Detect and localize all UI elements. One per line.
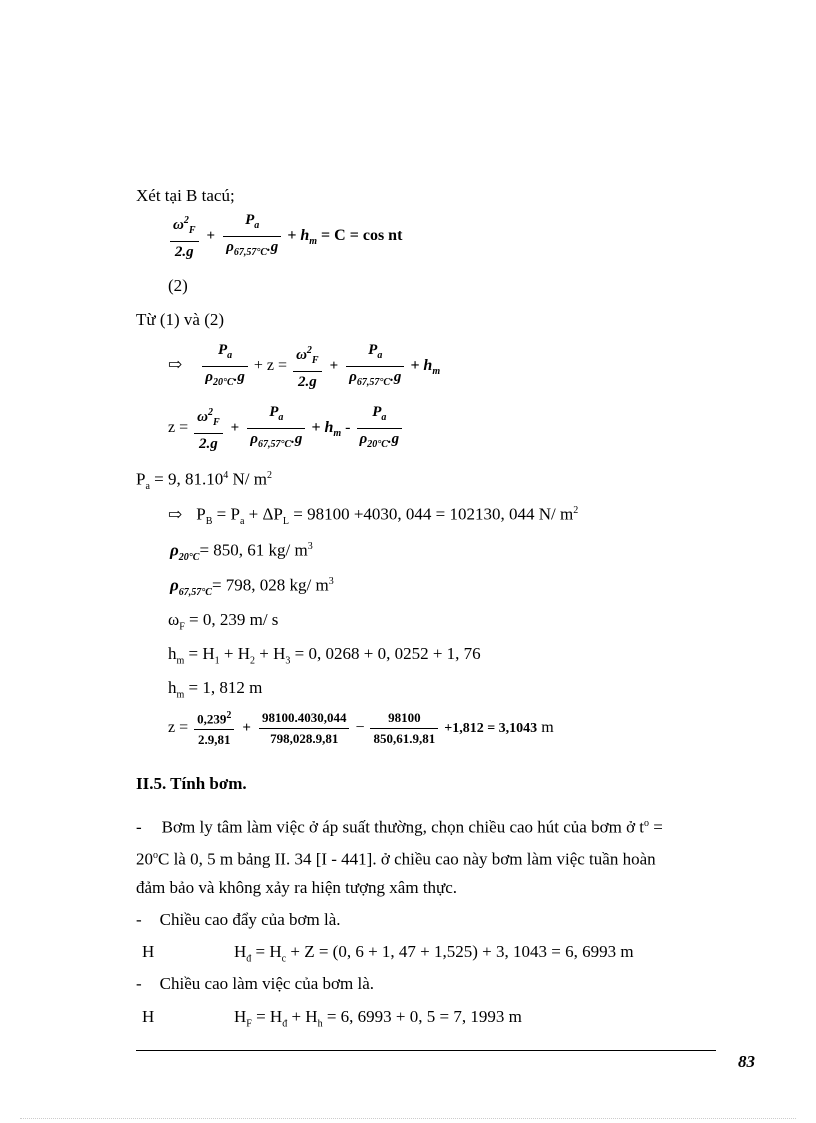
pa-value: $P_a = 9$, 81.10$^4$ N/ $m^2$ xyxy=(136,469,272,493)
paragraph-line-2: 20$^o$C là 0, 5 m bảng II. 34 [I - 441]. ở chiều cao này bơm làm việc tuần hoàn xyxy=(136,849,656,869)
page-number: 83 xyxy=(738,1052,755,1071)
implies-arrow-icon: ⇨ xyxy=(168,355,183,375)
rho-67c-value: $\rho_{67,57^\circ C}= 798$, 028 kg/ $m^3$ xyxy=(170,575,334,599)
omega-value: $\omega_F = 0$, 239 m/ s xyxy=(168,610,279,633)
bullet-working-height: - Chiều cao làm việc của bơm là. xyxy=(136,974,374,993)
fraction-pressure-head: $\frac{P_a}{\rho_{67,57^\circ C}.g}$ xyxy=(223,211,281,262)
hd-calculation: H $H_đ = H_c + Z = (0$, 6 + 1, 47 + 1,525) + 3, 1043 = 6, 6993 m xyxy=(142,942,634,965)
hm-sum: $h_m = H_1 + H_2 + H_3 = 0$, 0268 + 0, 0252 + 1, 76 xyxy=(168,644,481,667)
equation-z: z = $\frac{\omega^2_F}{2.g}$ + $\frac{P_a}{\rho_{67,57^\circ C}.g}$ + $h_m$ - $\frac{P_a}{\rho_{20^\circ C}.g}$ xyxy=(168,403,404,454)
from-text: Từ (1) và (2) xyxy=(136,310,225,329)
hf-calculation: H $H_F = H_đ + H_h = 6$, 6993 + 0, 5 = 7, 1993 m xyxy=(142,1007,522,1030)
intro-text: Xét tại B tacú; xyxy=(136,186,235,205)
equation-combined: ⇨ $\frac{P_a}{\rho_{20^\circ C}.g}$ + z = $\frac{\omega^2_F}{2.g}$ + $\frac{P_a}{\rho_{67,57^\circ C}.g}$ + $h_m$ xyxy=(168,342,441,390)
paragraph-line-1: - Bơm ly tâm làm việc ở áp suất thường, chọn chiều cao hút của bơm ở $t^o$ = xyxy=(136,817,663,837)
hm-result: $h_m = 1$, 812 m xyxy=(168,678,263,701)
page-bottom-border xyxy=(20,1118,796,1119)
paragraph-line-3: đảm bảo và không xảy ra hiện tượng xâm thực. xyxy=(136,878,458,897)
pb-value: ⇨ $P_B = P_a + \Delta P_L = 98100 +4030$, 044 = 102130, 044 N/ $m^2$ xyxy=(168,504,579,528)
implies-arrow-icon: ⇨ xyxy=(168,504,183,524)
bullet-push-height: - Chiều cao đẩy của bơm là. xyxy=(136,910,341,929)
footer-divider xyxy=(136,1050,716,1051)
section-title: II.5. Tính bơm. xyxy=(136,774,247,793)
equation-label: (2) xyxy=(168,276,188,295)
rho-20c-value: $\rho_{20^\circ C}= 850$, 61 kg/ $m^3$ xyxy=(170,540,313,564)
equation-z-numeric: z = $\frac{0,239^2}{2.9,81}$ + $\frac{98100.4030,044}{798,028.9,81}$ − $\frac{98100}{850,61.9,81}$ +1,812 = 3,1043 m xyxy=(168,707,554,749)
equation-bernoulli: $\frac{\omega^2_F}{2.g}$ + $\frac{P_a}{\rho_{67,57^\circ C}.g}$ + $h_m = C = \cos$ nt xyxy=(168,211,402,262)
fraction-velocity-head: $\frac{\omega^2_F}{2.g}$ xyxy=(170,212,199,261)
